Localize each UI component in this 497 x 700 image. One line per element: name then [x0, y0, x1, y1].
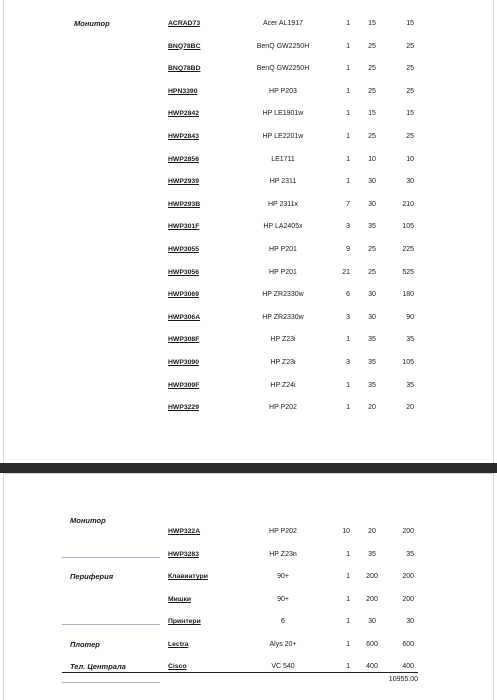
model-cell: LE1711	[271, 155, 295, 163]
price-cell: 20	[368, 404, 376, 412]
model-cell: BenQ GW2250H	[256, 65, 310, 73]
quantity-cell: 9	[346, 246, 350, 253]
table-row	[0, 288, 491, 302]
quantity-cell: 1	[346, 640, 350, 648]
table-row	[0, 198, 491, 212]
quantity-cell: 1	[346, 381, 350, 389]
code-cell: BNQ78BC	[168, 42, 201, 50]
price-cell: 35	[368, 223, 376, 231]
total-cell: 525	[402, 268, 414, 276]
model-cell: HP Z24i	[270, 381, 296, 389]
quantity-cell: 3	[346, 313, 350, 321]
total-cell: 35	[406, 550, 414, 558]
code-cell: HWP2843	[168, 133, 199, 140]
code-cell: HWP308F	[168, 336, 200, 344]
page-separator	[0, 463, 497, 473]
quantity-cell: 7	[346, 200, 350, 208]
table-row	[0, 638, 491, 652]
code-cell: HWP2939	[168, 178, 199, 186]
quantity-cell: 1	[346, 87, 350, 95]
price-cell: 25	[368, 87, 376, 95]
price-cell: 25	[368, 268, 376, 276]
total-cell: 30	[406, 178, 414, 186]
total-cell: 15	[406, 20, 414, 27]
quantity-cell: 1	[346, 404, 350, 412]
model-cell: VC 540	[271, 663, 295, 670]
price-cell: 200	[366, 573, 378, 580]
price-cell: 15	[368, 20, 376, 27]
table-row	[0, 401, 491, 415]
table-row	[0, 175, 491, 189]
total-cell: 105	[402, 223, 414, 231]
price-cell: 600	[366, 640, 378, 648]
total-cell: 400	[402, 663, 414, 670]
quantity-cell: 1	[346, 663, 350, 670]
category-label: Монитор	[70, 516, 106, 525]
code-cell: HWP301F	[168, 223, 200, 231]
quantity-cell: 3	[346, 223, 350, 231]
quantity-cell: 1	[346, 618, 350, 625]
table-row	[0, 356, 491, 370]
price-cell: 35	[368, 550, 376, 558]
model-cell: Alys 20+	[269, 640, 297, 648]
category-cell: Монитор	[74, 19, 110, 28]
total-cell: 105	[402, 359, 414, 366]
model-cell: HP ZR2330w	[262, 313, 304, 321]
code-cell: HWP2842	[168, 110, 199, 118]
price-cell: 400	[366, 663, 378, 670]
model-cell: 6	[281, 618, 285, 625]
price-cell: 30	[368, 291, 376, 299]
total-cell: 90	[406, 313, 414, 321]
quantity-cell: 1	[346, 20, 350, 27]
quantity-cell: 1	[346, 550, 350, 558]
grand-total: 10955.00	[388, 676, 418, 683]
total-cell: 225	[402, 246, 414, 253]
quantity-cell: 1	[346, 595, 350, 603]
quantity-cell: 1	[346, 178, 350, 186]
model-cell: HP P202	[269, 528, 297, 535]
table-row	[0, 525, 491, 539]
category-cell: Плотер	[70, 639, 100, 649]
category-cell: Периферия	[70, 572, 114, 581]
model-cell: HP P201	[269, 246, 297, 253]
model-cell: HP Z23n	[269, 550, 297, 558]
quantity-cell: 1	[346, 65, 350, 73]
code-cell: BNQ78BD	[168, 65, 201, 73]
code-cell: HWP3069	[168, 291, 199, 299]
price-cell: 30	[368, 178, 376, 186]
divider-line	[62, 624, 160, 625]
code-cell: Принтери	[168, 618, 201, 625]
code-cell: Cisco	[168, 663, 187, 670]
price-cell: 35	[368, 381, 376, 389]
model-cell: HP 2311x	[267, 200, 299, 208]
total-cell: 200	[402, 528, 414, 535]
table-row	[0, 130, 491, 144]
code-cell: Lectra	[168, 640, 189, 648]
table-row	[0, 62, 491, 76]
model-cell: 90+	[277, 595, 289, 603]
code-cell: Мишки	[168, 595, 192, 603]
model-cell: BenQ GW2250H	[256, 42, 310, 50]
code-cell: HWP309F	[168, 381, 200, 389]
price-cell: 30	[368, 313, 376, 321]
total-cell: 20	[406, 404, 414, 412]
model-cell: HP P202	[269, 404, 297, 412]
code-cell: HPN3390	[168, 87, 198, 95]
table-row	[0, 220, 491, 234]
model-cell: HP P203	[269, 87, 297, 95]
total-cell: 200	[402, 595, 414, 603]
divider-line	[62, 682, 160, 683]
code-cell: HWP3229	[168, 404, 199, 412]
table-row	[0, 153, 491, 167]
total-cell: 10	[406, 155, 414, 163]
model-cell: HP 2311	[269, 178, 297, 186]
code-cell: HWP3090	[168, 359, 199, 366]
total-rule	[62, 672, 418, 673]
price-cell: 35	[368, 359, 376, 366]
model-cell: HP LE2201w	[262, 133, 304, 140]
price-cell: 35	[368, 336, 376, 344]
quantity-cell: 6	[346, 291, 350, 299]
table-row	[0, 593, 491, 607]
quantity-cell: 1	[346, 110, 350, 118]
total-cell: 180	[402, 291, 414, 299]
total-cell: 25	[406, 133, 414, 140]
price-cell: 30	[368, 200, 376, 208]
model-cell: HP Z23i	[270, 359, 296, 366]
quantity-cell: 3	[346, 359, 350, 366]
model-cell: HP Z23i	[270, 336, 296, 344]
table-row	[0, 548, 491, 562]
total-cell: 35	[406, 381, 414, 389]
model-cell: Acer AL1917	[262, 20, 304, 27]
total-cell: 15	[406, 110, 414, 118]
price-cell: 15	[368, 110, 376, 118]
table-row	[0, 40, 491, 54]
quantity-cell: 1	[346, 133, 350, 140]
code-cell: HWP2856	[168, 155, 199, 163]
price-cell: 25	[368, 133, 376, 140]
code-cell: Клавиатури	[168, 573, 208, 580]
price-cell: 25	[368, 42, 376, 50]
table-row	[0, 311, 491, 325]
price-cell: 25	[368, 246, 376, 253]
total-cell: 210	[402, 200, 414, 208]
code-cell: ACRAD73	[168, 20, 201, 27]
table-row	[0, 85, 491, 99]
model-cell: 90+	[277, 573, 289, 580]
price-cell: 10	[368, 155, 376, 163]
total-cell: 35	[406, 336, 414, 344]
model-cell: HP LA2405x	[263, 223, 303, 231]
quantity-cell: 21	[342, 268, 350, 276]
total-cell: 200	[402, 573, 414, 580]
total-cell: 25	[406, 87, 414, 95]
price-cell: 25	[368, 65, 376, 73]
total-cell: 25	[406, 42, 414, 50]
table-row	[0, 243, 491, 257]
table-row	[0, 107, 491, 121]
total-cell: 25	[406, 65, 414, 73]
total-cell: 30	[406, 618, 414, 625]
total-cell: 600	[402, 640, 414, 648]
quantity-cell: 10	[342, 528, 350, 535]
quantity-cell: 1	[346, 573, 350, 580]
code-cell: HWP3055	[168, 246, 199, 253]
model-cell: HP ZR2330w	[262, 291, 304, 299]
quantity-cell: 1	[346, 336, 350, 344]
code-cell: HWP322A	[168, 528, 201, 535]
divider-line	[62, 557, 160, 558]
price-cell: 30	[368, 618, 376, 625]
price-cell: 20	[368, 528, 376, 535]
model-cell: HP LE1901w	[262, 110, 304, 118]
model-cell: HP P201	[269, 268, 297, 276]
code-cell: HWP3056	[168, 268, 199, 276]
table-row	[0, 570, 491, 584]
quantity-cell: 1	[346, 155, 350, 163]
table-row	[0, 333, 491, 347]
table-row	[0, 615, 491, 629]
table-row	[0, 379, 491, 393]
quantity-cell: 1	[346, 42, 350, 50]
price-cell: 200	[366, 595, 378, 603]
category-cell: Тел. Централа	[70, 662, 126, 671]
code-cell: HWP293B	[168, 200, 201, 208]
table-row	[0, 266, 491, 280]
table-row	[0, 17, 491, 31]
code-cell: HWP3283	[168, 550, 199, 558]
code-cell: HWP306A	[168, 313, 201, 321]
